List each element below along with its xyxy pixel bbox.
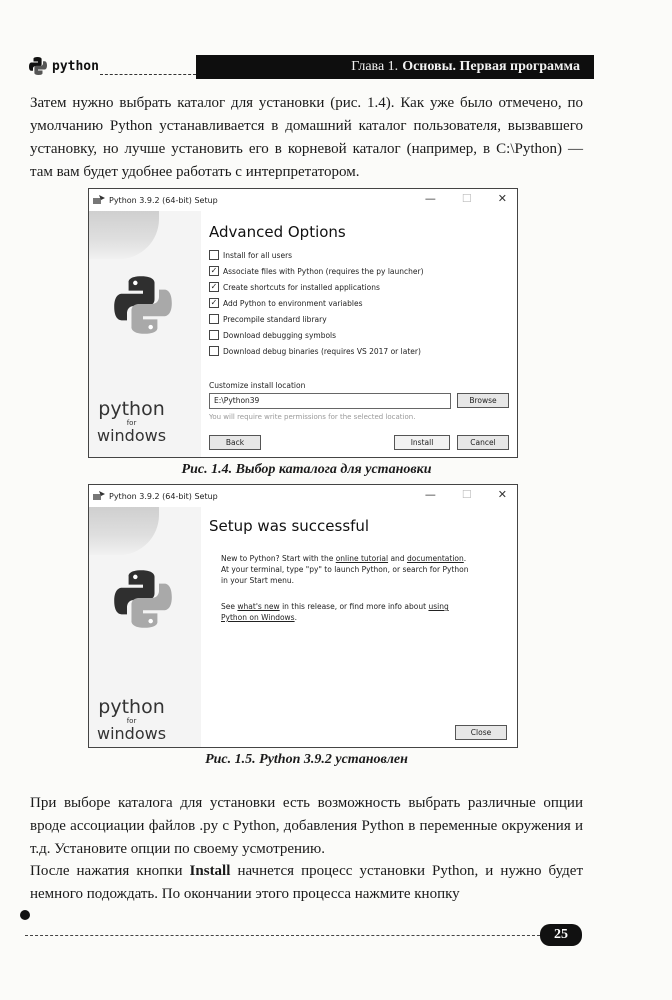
option-label: Precompile standard library xyxy=(223,314,327,324)
page-number: 25 xyxy=(540,924,582,946)
installer-sidebar xyxy=(89,211,201,457)
checkbox-unchecked[interactable] xyxy=(209,314,219,324)
setup-window-success xyxy=(88,484,518,748)
installer-icon xyxy=(93,195,105,205)
header-divider xyxy=(100,74,196,75)
dialog-title: Advanced Options xyxy=(209,223,346,241)
figure-caption-1-4: Рис. 1.4. Выбор каталога для установки xyxy=(181,462,432,477)
whats-new-link[interactable]: what's new xyxy=(237,602,280,611)
browse-button[interactable]: Browse xyxy=(457,393,509,408)
checkbox-unchecked[interactable] xyxy=(209,330,219,340)
info-text: New to Python? Start with the xyxy=(221,554,334,563)
paragraph-3-start: После нажатия кнопки xyxy=(30,863,183,879)
python-for-windows-brand xyxy=(97,697,166,743)
permission-hint: You will require write permissions for the selected location. xyxy=(209,413,416,421)
maximize-button[interactable]: ☐ xyxy=(461,488,472,501)
info-paragraph-1 xyxy=(221,553,471,586)
option-label: Download debug binaries (requires VS 2017 or later) xyxy=(223,346,421,356)
info-paragraph-2 xyxy=(221,601,471,623)
dialog-title: Setup was successful xyxy=(209,517,370,535)
python-logo-icon xyxy=(111,567,175,631)
using-python-on-windows-link[interactable]: using Python on Windows xyxy=(221,602,449,622)
option-label: Add Python to environment variables xyxy=(223,298,363,308)
paragraph-3 xyxy=(30,860,583,906)
option-create-shortcuts[interactable] xyxy=(209,282,380,292)
option-label: Install for all users xyxy=(223,250,293,260)
header-bar xyxy=(196,55,594,79)
install-keyword: Install xyxy=(189,863,231,879)
checkbox-unchecked[interactable] xyxy=(209,250,219,260)
python-logo-icon xyxy=(111,273,175,337)
brand-for: for xyxy=(126,419,137,427)
brand-python: python xyxy=(98,696,165,718)
footer-divider xyxy=(25,935,545,936)
checkbox-unchecked[interactable] xyxy=(209,346,219,356)
option-debug-symbols[interactable] xyxy=(209,330,336,340)
info-text: . xyxy=(294,613,297,622)
header-logo-text: python xyxy=(52,58,99,74)
option-add-to-path[interactable] xyxy=(209,298,363,308)
option-associate-files[interactable] xyxy=(209,266,424,276)
option-debug-binaries[interactable] xyxy=(209,346,421,356)
paragraph-2: При выборе каталога для установки есть возможность выбрать различные опции вроде ассоциации файлов .py с Python, добавления Python в переменные окружения и т.д. Установите опции по своему усмотрению. xyxy=(30,795,583,857)
brand-windows: windows xyxy=(97,724,167,743)
info-text: See xyxy=(221,602,235,611)
installer-sidebar xyxy=(89,507,201,747)
maximize-button[interactable]: ☐ xyxy=(461,192,472,205)
option-label: Create shortcuts for installed applications xyxy=(223,282,380,292)
close-button[interactable]: Close xyxy=(455,725,507,740)
brand-python: python xyxy=(98,398,165,420)
option-label: Download debugging symbols xyxy=(223,330,337,340)
minimize-button[interactable]: — xyxy=(424,192,436,205)
chapter-title: Основы. Первая программа xyxy=(402,59,580,74)
python-logo-icon xyxy=(28,56,48,76)
brand-windows: windows xyxy=(97,426,167,445)
close-window-button[interactable]: ✕ xyxy=(497,488,507,501)
sidebar-decoration xyxy=(89,507,159,555)
window-titlebar xyxy=(89,189,517,211)
paragraph-1: Затем нужно выбрать каталог для установки (рис. 1.4). Как уже было отмечено, по умолчанию Python устанавливается в домашний каталог пользователя, вызвавшего установку, но лучше установить его в корневой каталог (например, в C:\Python) — там вам будет удобнее работать с интерпретатором. xyxy=(30,95,583,180)
install-location-label: Customize install location xyxy=(209,381,306,390)
window-title: Python 3.9.2 (64-bit) Setup xyxy=(109,195,218,205)
cancel-button[interactable]: Cancel xyxy=(457,435,509,450)
header-logo xyxy=(28,56,99,76)
figure-caption-1-5: Рис. 1.5. Python 3.9.2 установлен xyxy=(205,752,408,767)
sidebar-decoration xyxy=(89,211,159,259)
minimize-button[interactable]: — xyxy=(424,488,436,501)
online-tutorial-link[interactable]: online tutorial xyxy=(335,554,389,563)
window-titlebar xyxy=(89,485,517,507)
info-text: in this release, or find more info about xyxy=(282,602,427,611)
paragraph-3-end: начнется процесс установки Python, и нужно будет немного подождать. По окончании этого процесса нажмите кнопку xyxy=(30,863,584,902)
setup-window-advanced xyxy=(88,188,518,458)
back-button[interactable]: Back xyxy=(209,435,261,450)
install-location-input[interactable]: E:\Python39 xyxy=(209,393,451,409)
installer-icon xyxy=(93,491,105,501)
info-text: and xyxy=(390,554,405,563)
install-button[interactable]: Install xyxy=(394,435,450,450)
checkbox-checked[interactable]: ✓ xyxy=(210,282,218,291)
documentation-link[interactable]: documentation xyxy=(406,554,464,563)
close-window-button[interactable]: ✕ xyxy=(497,192,507,205)
window-title: Python 3.9.2 (64-bit) Setup xyxy=(109,491,218,501)
option-label: Associate files with Python (requires the py launcher) xyxy=(223,266,424,276)
footer-bullet xyxy=(20,910,30,920)
chapter-number: Глава 1. xyxy=(351,59,399,74)
checkbox-checked[interactable]: ✓ xyxy=(210,266,218,275)
brand-for: for xyxy=(126,717,137,725)
info-text: . At your terminal, type "py" to launch Python, or search for Python in your Start menu. xyxy=(221,554,469,585)
python-for-windows-brand xyxy=(97,399,166,445)
checkbox-checked[interactable]: ✓ xyxy=(210,298,218,307)
option-install-all-users[interactable] xyxy=(209,250,292,260)
option-precompile[interactable] xyxy=(209,314,327,324)
